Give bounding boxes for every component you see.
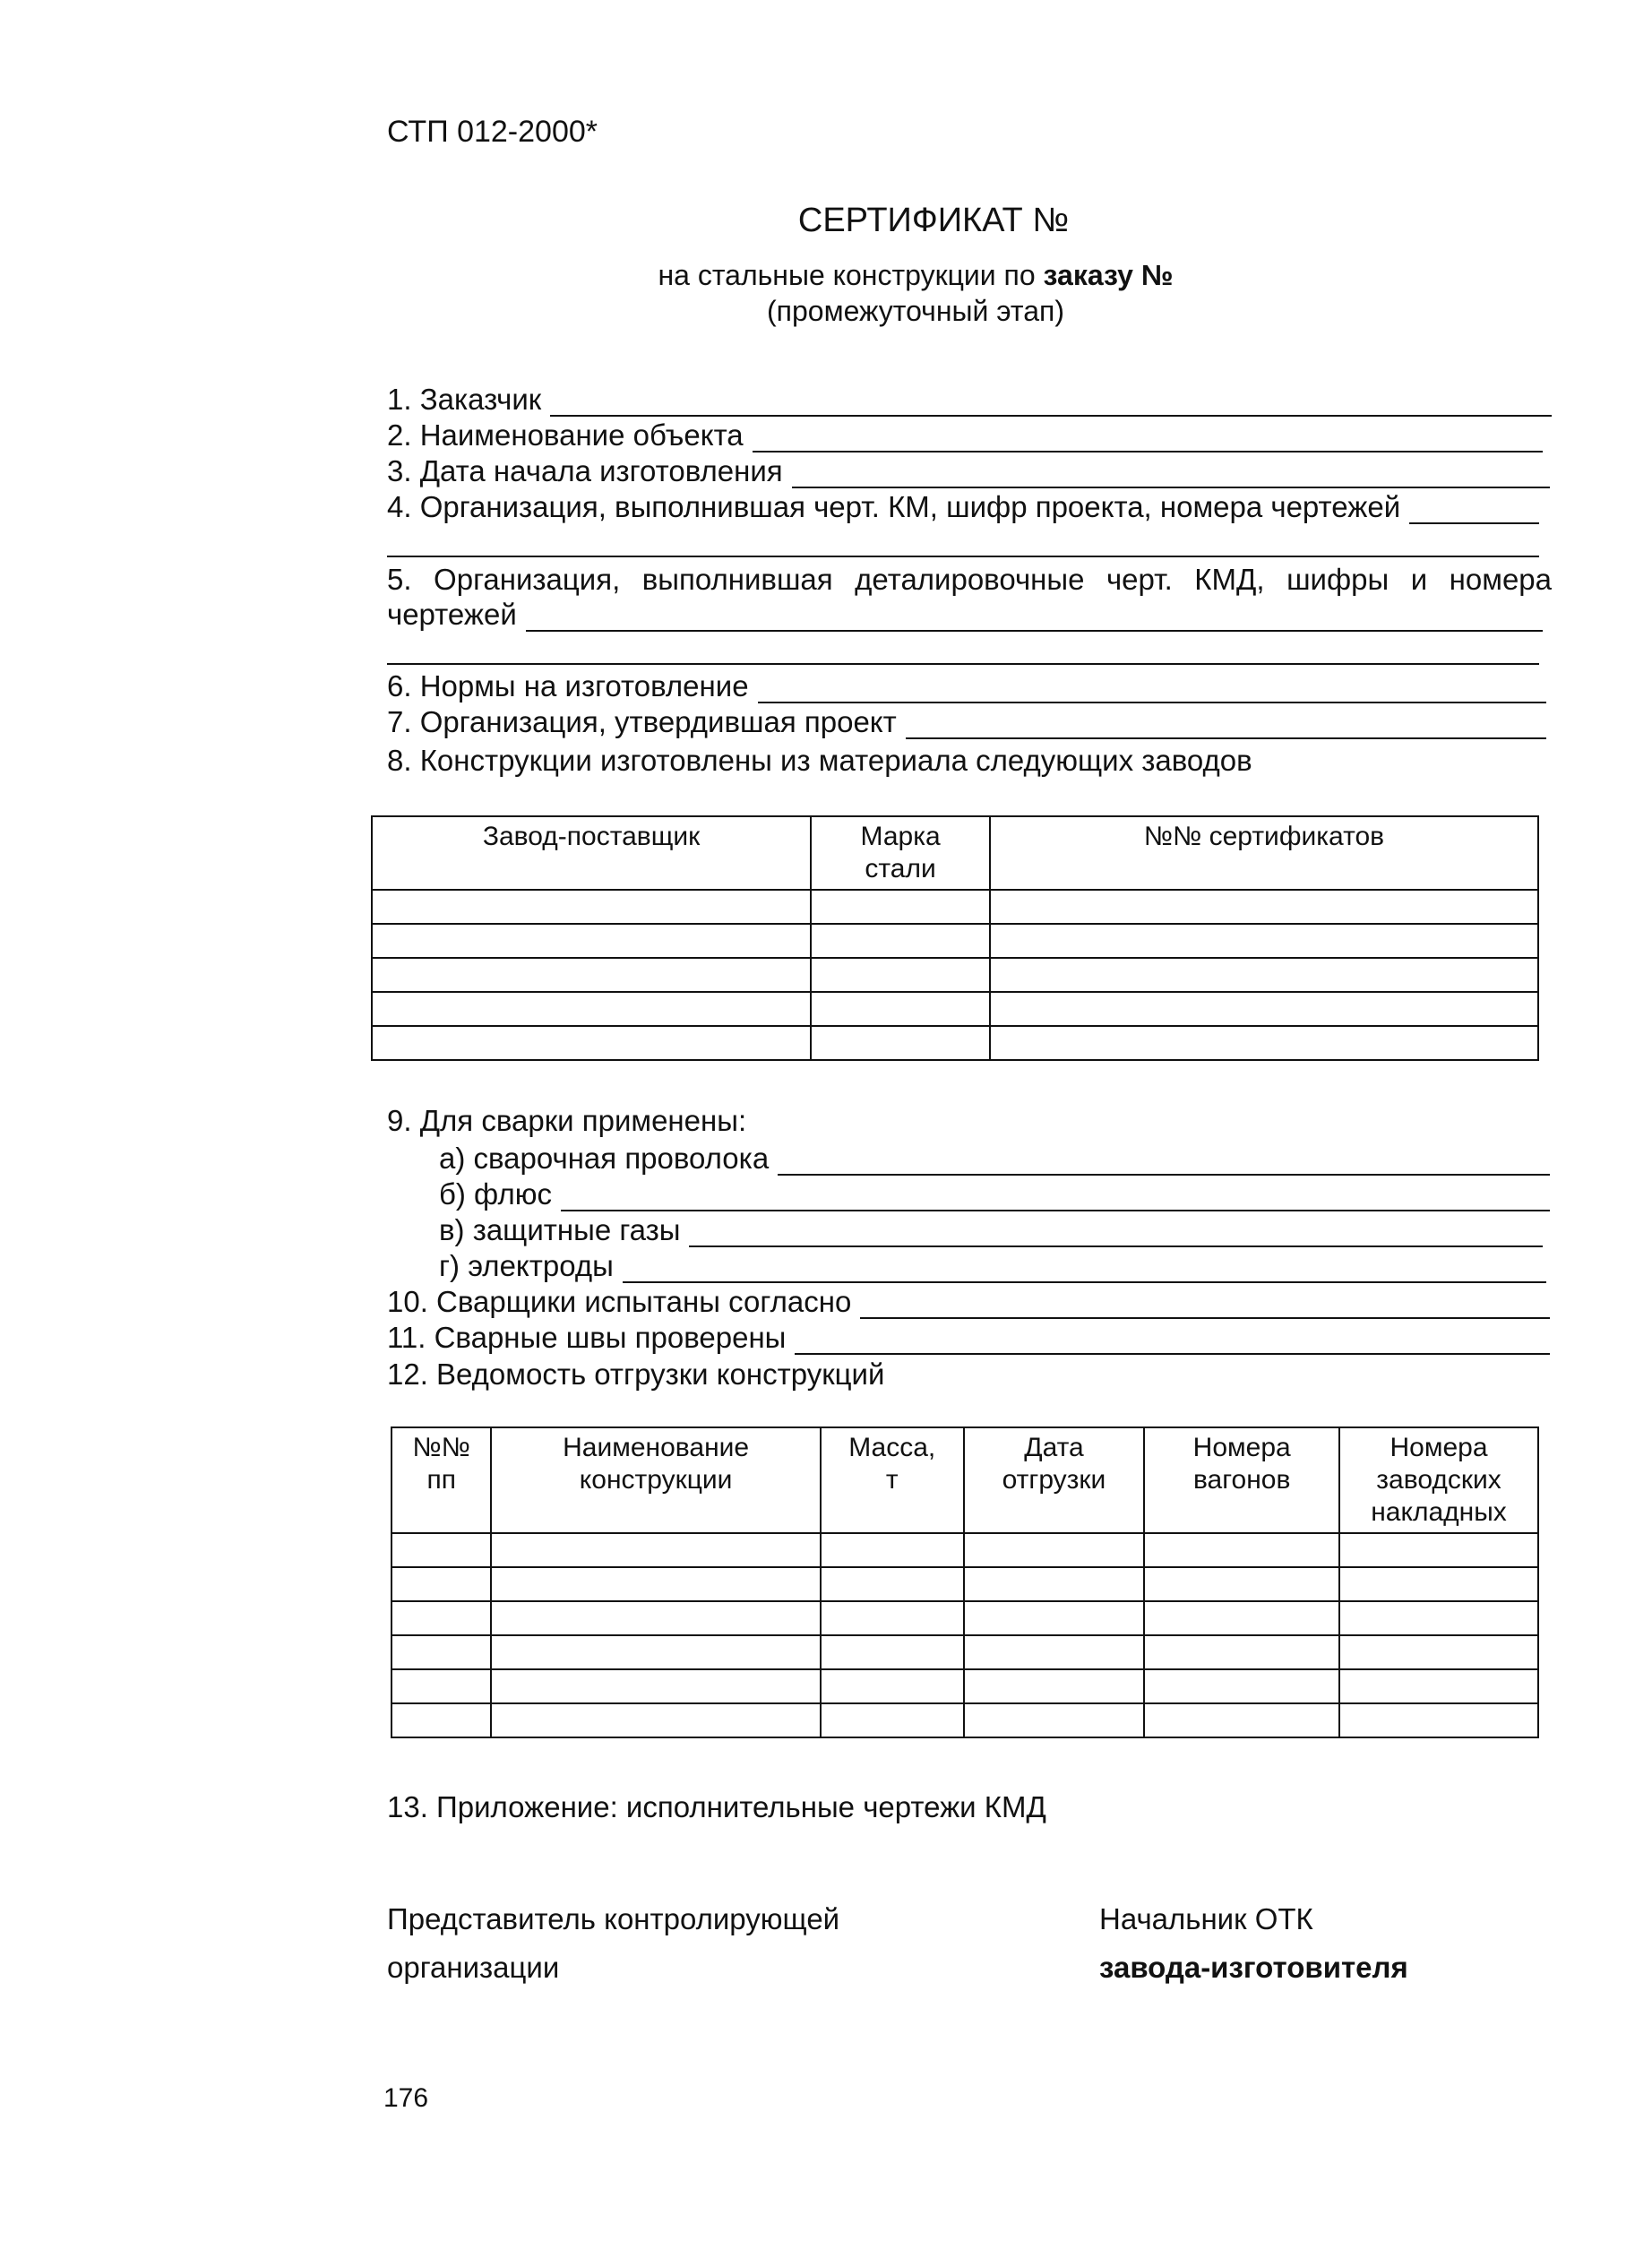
field-label: 10. Сварщики испытаны согласно — [387, 1285, 852, 1318]
field-customer — [387, 381, 1552, 417]
subtitle-prefix: на стальные конструкции по — [658, 259, 1036, 291]
table-cell — [491, 1533, 820, 1567]
subtitle-line — [179, 257, 1652, 293]
field-label: 3. Дата начала изготовления — [387, 454, 783, 487]
table-cell — [391, 1601, 491, 1635]
table-cell — [1144, 1567, 1339, 1601]
table-cell — [491, 1567, 820, 1601]
fill-line — [550, 388, 1552, 417]
table-cell — [821, 1703, 964, 1737]
table-header-row — [391, 1427, 1538, 1533]
table-cell — [990, 1026, 1538, 1060]
fill-line — [792, 460, 1550, 488]
certificate-title: СЕРТИФИКАТ № — [797, 202, 1070, 239]
field-label: 6. Нормы на изготовление — [387, 669, 749, 702]
table-row — [372, 1026, 1538, 1060]
subtitle-stage: (промежуточный этап) — [767, 295, 1064, 327]
table-cell — [372, 924, 811, 958]
table-cell — [391, 1669, 491, 1703]
field-welders-tested — [387, 1283, 1550, 1319]
table-header-row — [372, 816, 1538, 890]
fill-line-extra — [387, 663, 1539, 665]
table-cell — [1144, 1669, 1339, 1703]
table-cell — [990, 992, 1538, 1026]
fill-line — [561, 1183, 1550, 1211]
table-row — [372, 890, 1538, 924]
table-row — [391, 1567, 1538, 1601]
table-cell — [821, 1567, 964, 1601]
signature-line: завода-изготовителя — [1099, 1951, 1408, 1984]
fill-line — [623, 1254, 1546, 1283]
table-row — [372, 958, 1538, 992]
fill-line — [795, 1326, 1550, 1355]
table-row — [391, 1635, 1538, 1669]
table-cell — [491, 1601, 820, 1635]
table-cell — [821, 1669, 964, 1703]
col-header-construction-name: Наименование конструкции — [491, 1427, 820, 1533]
table-cell — [964, 1635, 1145, 1669]
table-cell — [1339, 1601, 1538, 1635]
field-welding-wire — [439, 1140, 1550, 1176]
table-row — [391, 1669, 1538, 1703]
field-electrodes — [439, 1247, 1546, 1283]
field-label: б) флюс — [439, 1177, 552, 1211]
field-label: 11. Сварные швы проверены — [387, 1321, 787, 1354]
field-label: чертежей — [387, 598, 517, 631]
table-cell — [964, 1533, 1145, 1567]
table-cell — [1144, 1703, 1339, 1737]
table-cell — [372, 1026, 811, 1060]
col-header-waybill-numbers: Номера заводских накладных — [1339, 1427, 1538, 1533]
col-header-number: №№ пп — [391, 1427, 491, 1533]
table-cell — [990, 958, 1538, 992]
field-welds-checked — [387, 1319, 1550, 1355]
table-cell — [372, 890, 811, 924]
table-cell — [1339, 1669, 1538, 1703]
table-cell — [1339, 1533, 1538, 1567]
table-cell — [1144, 1601, 1339, 1635]
field-flux — [439, 1176, 1550, 1211]
field-object-name — [387, 417, 1543, 453]
table-cell — [811, 1026, 990, 1060]
table-cell — [964, 1703, 1145, 1737]
table-cell — [491, 1703, 820, 1737]
signature-line: организации — [387, 1951, 560, 1984]
table-cell — [391, 1703, 491, 1737]
materials-table — [371, 815, 1539, 1061]
table-cell — [964, 1567, 1145, 1601]
welding-heading: 9. Для сварки применены: — [387, 1104, 747, 1137]
field-norms — [387, 668, 1546, 703]
field-km-organization — [387, 488, 1539, 524]
field-label: 7. Организация, утвердившая проект — [387, 705, 897, 738]
col-header-ship-date: Дата отгрузки — [964, 1427, 1145, 1533]
table-cell — [491, 1635, 820, 1669]
table-cell — [391, 1567, 491, 1601]
field-label: а) сварочная проволока — [439, 1142, 770, 1175]
field-label: 4. Организация, выполнившая черт. КМ, шифр проекта, номера чертежей — [387, 490, 1401, 523]
fill-line — [753, 424, 1543, 453]
col-header-supplier: Завод-поставщик — [372, 816, 811, 890]
table-cell — [811, 890, 990, 924]
signature-controlling-organization — [387, 1895, 839, 1992]
field-approving-organization — [387, 703, 1546, 739]
table-row — [372, 992, 1538, 1026]
table-cell — [821, 1601, 964, 1635]
table-cell — [821, 1635, 964, 1669]
table-cell — [391, 1635, 491, 1669]
fill-line — [1409, 496, 1539, 524]
table-cell — [1339, 1703, 1538, 1737]
shipment-table — [391, 1426, 1539, 1738]
fill-line — [860, 1290, 1550, 1319]
signature-qc-head — [1099, 1895, 1408, 1992]
table-cell — [811, 992, 990, 1026]
field-kmd-organization: 5. Организация, выполнившая деталировочные черт. КМД, шифры и номера — [387, 563, 1552, 596]
signature-line: Начальник ОТК — [1099, 1902, 1313, 1935]
table-cell — [1339, 1635, 1538, 1669]
col-header-mass: Масса, т — [821, 1427, 964, 1533]
field-kmd-drawings — [387, 596, 1543, 632]
table-cell — [372, 992, 811, 1026]
col-header-certificates: №№ сертификатов — [990, 816, 1538, 890]
shipment-statement-heading: 12. Ведомость отгрузки конструкций — [387, 1358, 885, 1391]
table-cell — [391, 1533, 491, 1567]
table-cell — [811, 924, 990, 958]
page-number: 176 — [383, 2083, 429, 2113]
subtitle-order: заказу № — [1043, 259, 1174, 291]
table-row — [391, 1533, 1538, 1567]
table-row — [391, 1601, 1538, 1635]
fill-line-extra — [387, 556, 1539, 557]
fill-line — [526, 603, 1543, 632]
table-cell — [990, 924, 1538, 958]
table-cell — [964, 1601, 1145, 1635]
fill-line — [906, 711, 1546, 739]
field-material-plants: 8. Конструкции изготовлены из материала следующих заводов — [387, 744, 1252, 777]
table-cell — [1144, 1533, 1339, 1567]
table-cell — [990, 890, 1538, 924]
signature-line: Представитель контролирующей — [387, 1902, 840, 1935]
table-cell — [491, 1669, 820, 1703]
col-header-wagon-numbers: Номера вагонов — [1144, 1427, 1339, 1533]
document-code: СТП 012-2000* — [387, 115, 598, 149]
field-label: в) защитные газы — [439, 1213, 681, 1246]
appendix-line: 13. Приложение: исполнительные чертежи КМД — [387, 1790, 1046, 1823]
table-cell — [1339, 1567, 1538, 1601]
table-cell — [964, 1669, 1145, 1703]
col-header-steel-grade: Марка стали — [811, 816, 990, 890]
field-start-date — [387, 453, 1550, 488]
fill-line — [689, 1219, 1543, 1247]
table-row — [372, 924, 1538, 958]
table-cell — [372, 958, 811, 992]
field-label: 2. Наименование объекта — [387, 418, 744, 452]
field-shielding-gases — [439, 1211, 1543, 1247]
field-label: 1. Заказчик — [387, 383, 542, 416]
table-row — [391, 1703, 1538, 1737]
field-label: г) электроды — [439, 1249, 614, 1282]
certificate-subtitle — [0, 257, 1652, 329]
table-cell — [811, 958, 990, 992]
table-cell — [1144, 1635, 1339, 1669]
table-cell — [821, 1533, 964, 1567]
fill-line — [758, 675, 1546, 703]
fill-line — [778, 1147, 1550, 1176]
